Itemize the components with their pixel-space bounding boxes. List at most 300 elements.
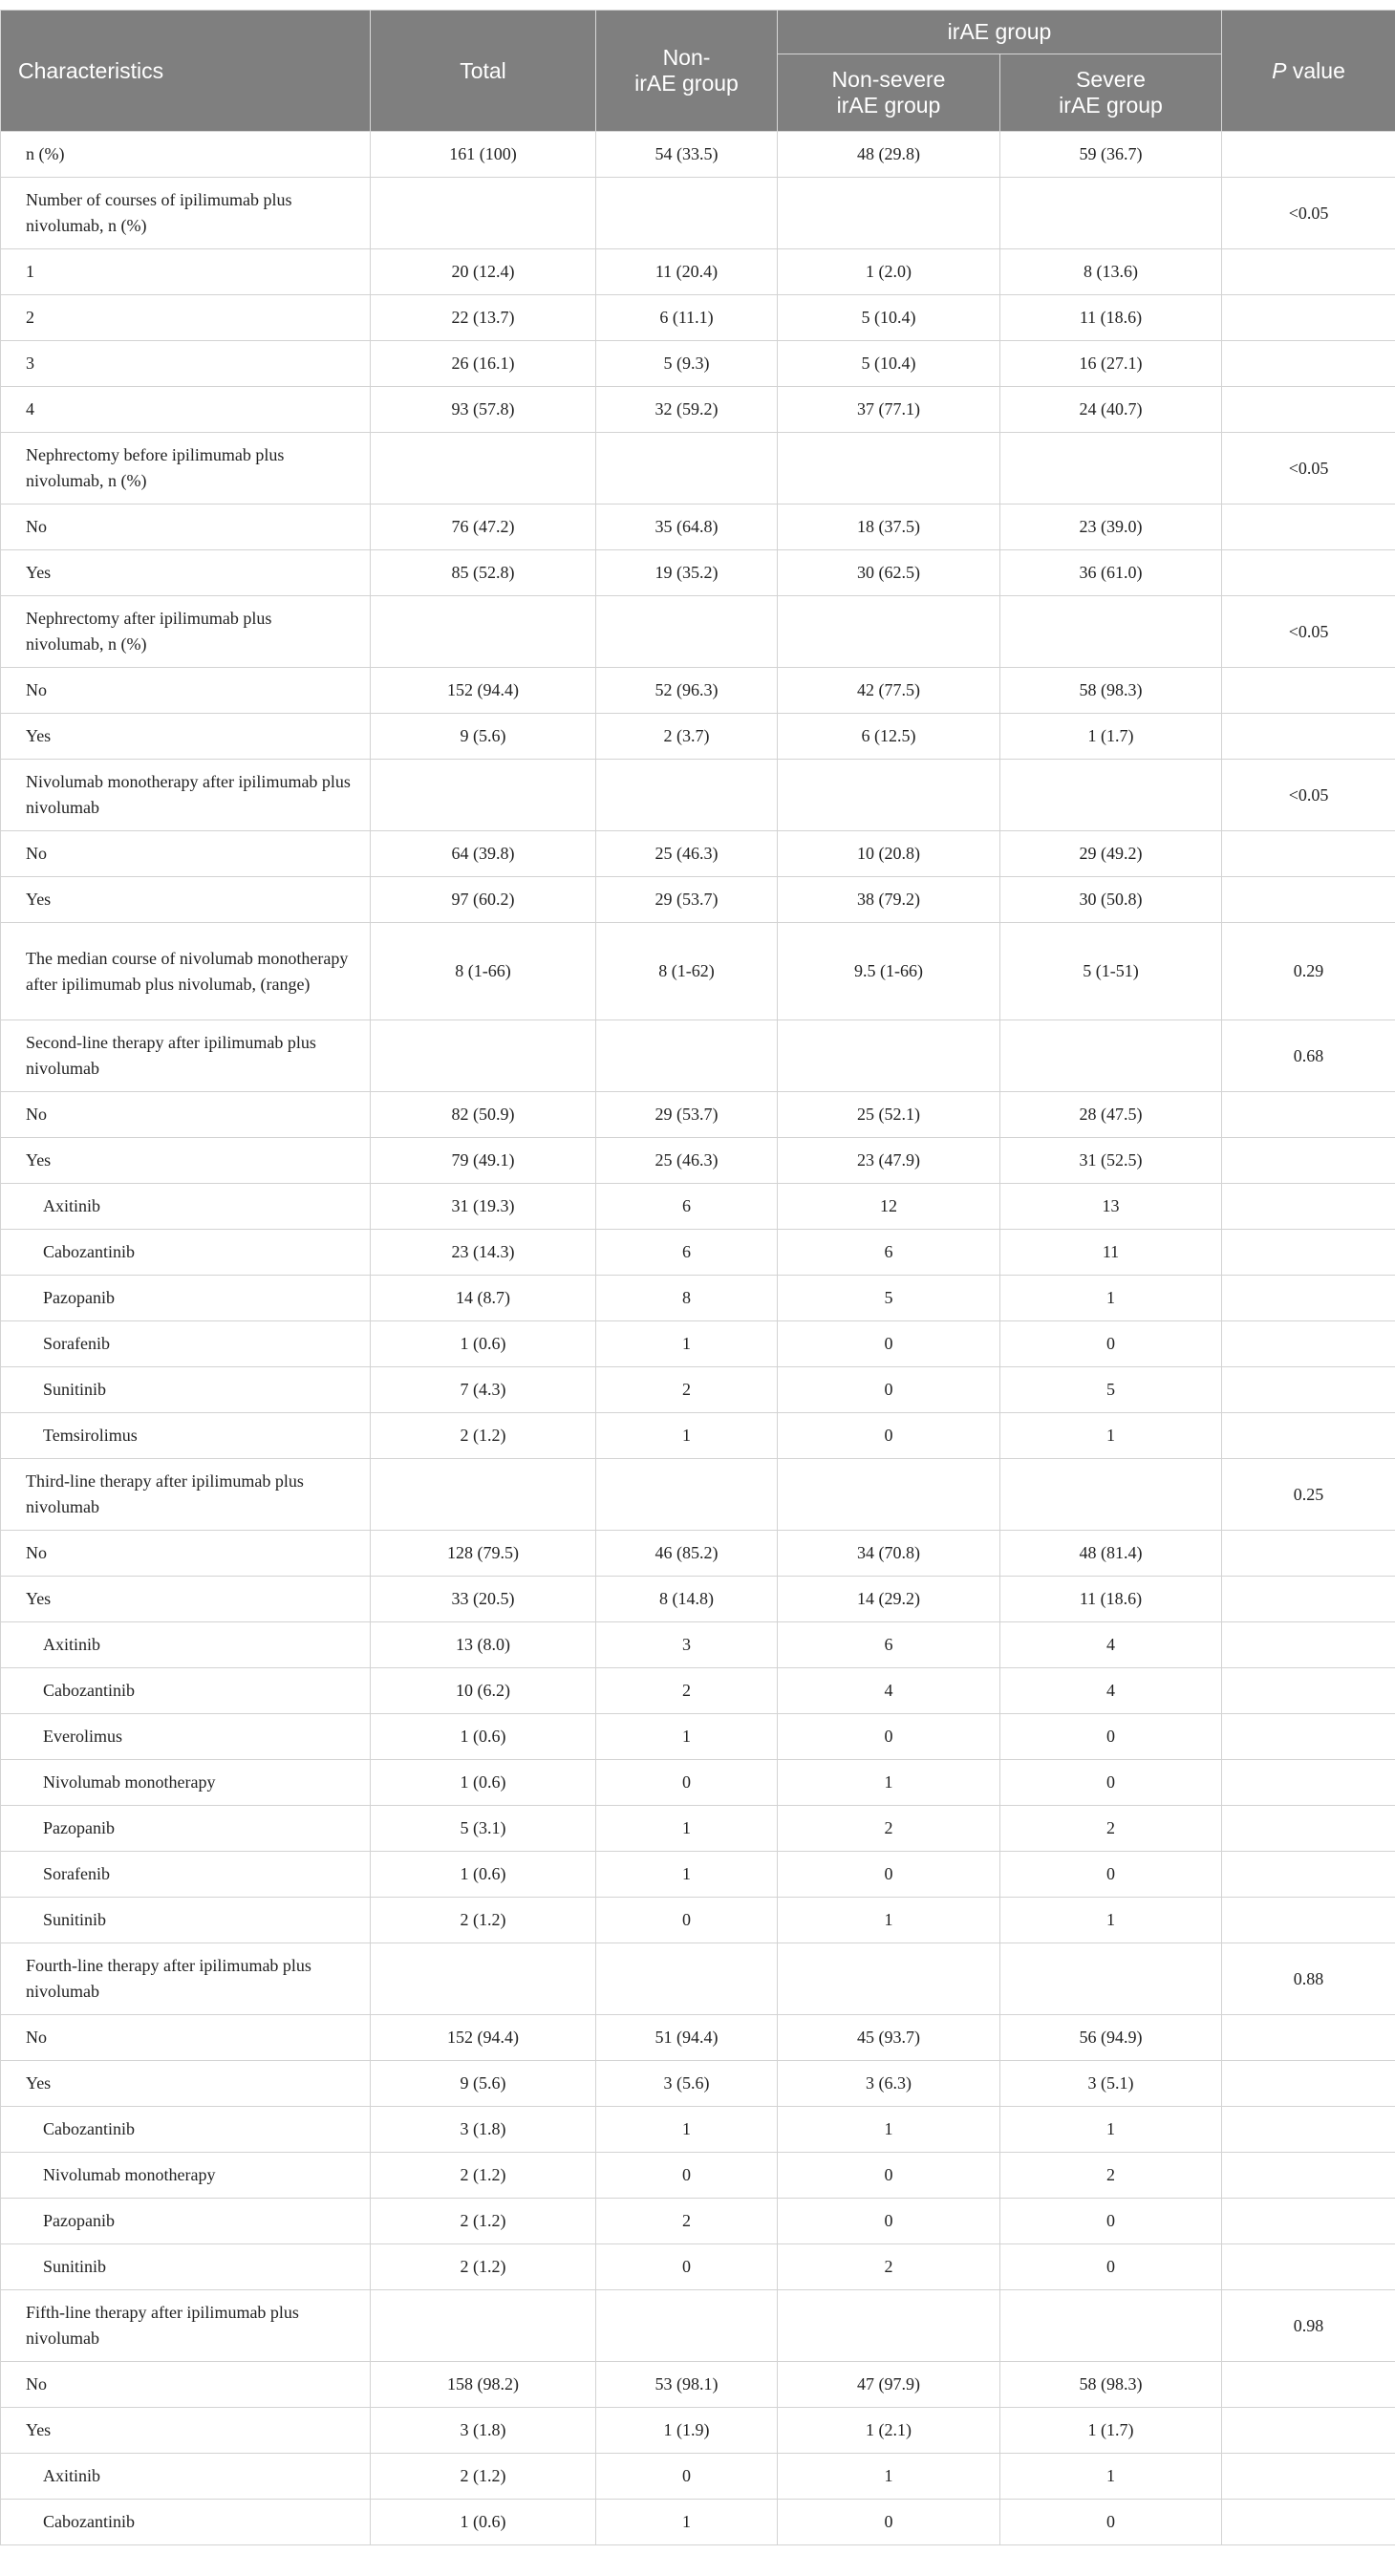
- cell-p-value: [1222, 2061, 1395, 2107]
- cell-label: Number of courses of ipilimumab plus nivolumab, n (%): [1, 178, 371, 249]
- cell-total: 23 (14.3): [371, 1230, 596, 1276]
- header-characteristics: Characteristics: [1, 11, 371, 132]
- cell-severe: 11 (18.6): [1000, 1577, 1222, 1622]
- cell-severe: 1: [1000, 1413, 1222, 1459]
- table-row: [1, 1230, 1395, 1276]
- table-row: [1, 2362, 1395, 2408]
- cell-total: 85 (52.8): [371, 550, 596, 596]
- cell-p-value: [1222, 2408, 1395, 2454]
- cell-p-value: <0.05: [1222, 596, 1395, 668]
- cell-total: [371, 596, 596, 668]
- table-row: [1, 2153, 1395, 2199]
- cell-severe: 36 (61.0): [1000, 550, 1222, 596]
- cell-label: Sunitinib: [1, 2244, 371, 2290]
- cell-non-severe: 38 (79.2): [778, 877, 1000, 923]
- cell-non-irae: 3: [596, 1622, 778, 1668]
- cell-non-irae: [596, 1459, 778, 1531]
- cell-p-value: [1222, 877, 1395, 923]
- cell-non-irae: 1: [596, 1806, 778, 1852]
- table-row: [1, 1367, 1395, 1413]
- cell-severe: 0: [1000, 2244, 1222, 2290]
- header-p-letter: P: [1272, 57, 1287, 83]
- cell-p-value: [1222, 504, 1395, 550]
- cell-total: 31 (19.3): [371, 1184, 596, 1230]
- cell-non-irae: 6: [596, 1230, 778, 1276]
- cell-total: 2 (1.2): [371, 1413, 596, 1459]
- cell-non-irae: 54 (33.5): [596, 132, 778, 178]
- cell-total: [371, 1459, 596, 1531]
- cell-non-severe: 5: [778, 1276, 1000, 1321]
- cell-label: Sorafenib: [1, 1321, 371, 1367]
- table-row: [1, 550, 1395, 596]
- table-row: [1, 1184, 1395, 1230]
- cell-label: Yes: [1, 2408, 371, 2454]
- cell-non-irae: 3 (5.6): [596, 2061, 778, 2107]
- cell-label: Sorafenib: [1, 1852, 371, 1898]
- cell-total: 9 (5.6): [371, 2061, 596, 2107]
- cell-non-irae: 6 (11.1): [596, 295, 778, 341]
- cell-non-irae: 8 (14.8): [596, 1577, 778, 1622]
- cell-non-severe: 0: [778, 2500, 1000, 2545]
- cell-label: Nivolumab monotherapy after ipilimumab plus nivolumab: [1, 760, 371, 831]
- cell-non-irae: 0: [596, 2454, 778, 2500]
- cell-label: Sunitinib: [1, 1367, 371, 1413]
- cell-total: 33 (20.5): [371, 1577, 596, 1622]
- cell-label: Third-line therapy after ipilimumab plus nivolumab: [1, 1459, 371, 1531]
- cell-non-severe: 42 (77.5): [778, 668, 1000, 714]
- cell-non-irae: 35 (64.8): [596, 504, 778, 550]
- cell-non-irae: 1: [596, 2500, 778, 2545]
- table-row: [1, 2290, 1395, 2362]
- cell-non-irae: 46 (85.2): [596, 1531, 778, 1577]
- cell-p-value: [1222, 668, 1395, 714]
- cell-non-severe: 0: [778, 1714, 1000, 1760]
- cell-total: 9 (5.6): [371, 714, 596, 760]
- cell-p-value: 0.68: [1222, 1020, 1395, 1092]
- cell-severe: [1000, 1459, 1222, 1531]
- cell-label: Axitinib: [1, 2454, 371, 2500]
- cell-p-value: [1222, 2244, 1395, 2290]
- table-row: [1, 1138, 1395, 1184]
- cell-p-value: [1222, 1714, 1395, 1760]
- cell-severe: 13: [1000, 1184, 1222, 1230]
- cell-p-value: <0.05: [1222, 760, 1395, 831]
- cell-total: [371, 1020, 596, 1092]
- cell-non-severe: 10 (20.8): [778, 831, 1000, 877]
- cell-non-severe: 30 (62.5): [778, 550, 1000, 596]
- cell-p-value: 0.98: [1222, 2290, 1395, 2362]
- cell-non-irae: 2: [596, 2199, 778, 2244]
- cell-non-irae: 0: [596, 2244, 778, 2290]
- cell-non-severe: [778, 1020, 1000, 1092]
- cell-non-severe: [778, 2290, 1000, 2362]
- cell-total: 10 (6.2): [371, 1668, 596, 1714]
- cell-total: 22 (13.7): [371, 295, 596, 341]
- cell-non-severe: 0: [778, 1321, 1000, 1367]
- cell-p-value: <0.05: [1222, 433, 1395, 504]
- cell-label: Axitinib: [1, 1622, 371, 1668]
- cell-total: 76 (47.2): [371, 504, 596, 550]
- cell-non-severe: 34 (70.8): [778, 1531, 1000, 1577]
- cell-severe: 0: [1000, 1760, 1222, 1806]
- cell-non-irae: 0: [596, 1760, 778, 1806]
- cell-severe: 23 (39.0): [1000, 504, 1222, 550]
- cell-severe: 1 (1.7): [1000, 2408, 1222, 2454]
- cell-total: [371, 178, 596, 249]
- cell-severe: 1: [1000, 2107, 1222, 2153]
- table-row: [1, 504, 1395, 550]
- cell-total: 2 (1.2): [371, 2199, 596, 2244]
- cell-label: No: [1, 2362, 371, 2408]
- cell-severe: 58 (98.3): [1000, 2362, 1222, 2408]
- cell-p-value: [1222, 1092, 1395, 1138]
- header-non-severe-label: Non-severe irAE group: [831, 67, 946, 118]
- cell-severe: 28 (47.5): [1000, 1092, 1222, 1138]
- header-total: Total: [371, 11, 596, 132]
- table-row: [1, 2244, 1395, 2290]
- cell-p-value: [1222, 2199, 1395, 2244]
- cell-total: 128 (79.5): [371, 1531, 596, 1577]
- cell-non-severe: 12: [778, 1184, 1000, 1230]
- cell-label: 1: [1, 249, 371, 295]
- cell-non-irae: [596, 2290, 778, 2362]
- header-irae-group: irAE group: [778, 11, 1222, 54]
- cell-non-irae: 2: [596, 1668, 778, 1714]
- cell-total: 152 (94.4): [371, 2015, 596, 2061]
- cell-severe: 5 (1-51): [1000, 923, 1222, 1020]
- table-row: [1, 341, 1395, 387]
- cell-severe: [1000, 596, 1222, 668]
- cell-total: 158 (98.2): [371, 2362, 596, 2408]
- table-row: [1, 2454, 1395, 2500]
- cell-p-value: [1222, 295, 1395, 341]
- cell-severe: 58 (98.3): [1000, 668, 1222, 714]
- cell-severe: 1: [1000, 1898, 1222, 1943]
- cell-severe: [1000, 2290, 1222, 2362]
- cell-p-value: [1222, 1276, 1395, 1321]
- cell-total: 2 (1.2): [371, 2244, 596, 2290]
- cell-label: Sunitinib: [1, 1898, 371, 1943]
- cell-total: 8 (1-66): [371, 923, 596, 1020]
- table-row: [1, 668, 1395, 714]
- cell-non-severe: 9.5 (1-66): [778, 923, 1000, 1020]
- cell-non-severe: 1: [778, 1760, 1000, 1806]
- table-row: [1, 1898, 1395, 1943]
- table-row: [1, 1806, 1395, 1852]
- cell-p-value: 0.29: [1222, 923, 1395, 1020]
- cell-label: Yes: [1, 714, 371, 760]
- header-severe-label: Severe irAE group: [1059, 67, 1163, 118]
- table-row: [1, 387, 1395, 433]
- cell-total: 3 (1.8): [371, 2107, 596, 2153]
- cell-non-severe: 2: [778, 1806, 1000, 1852]
- cell-severe: [1000, 178, 1222, 249]
- cell-label: Yes: [1, 877, 371, 923]
- cell-non-severe: 1 (2.0): [778, 249, 1000, 295]
- cell-label: The median course of nivolumab monotherapy after ipilimumab plus nivolumab, (range): [1, 923, 371, 1020]
- cell-non-irae: 6: [596, 1184, 778, 1230]
- cell-severe: 24 (40.7): [1000, 387, 1222, 433]
- cell-total: 5 (3.1): [371, 1806, 596, 1852]
- table-row: [1, 1577, 1395, 1622]
- cell-label: 3: [1, 341, 371, 387]
- table-row: [1, 831, 1395, 877]
- table-row: [1, 132, 1395, 178]
- cell-non-severe: 47 (97.9): [778, 2362, 1000, 2408]
- cell-non-severe: 45 (93.7): [778, 2015, 1000, 2061]
- cell-non-severe: 6: [778, 1230, 1000, 1276]
- table-row: [1, 2199, 1395, 2244]
- cell-non-irae: 1 (1.9): [596, 2408, 778, 2454]
- cell-p-value: [1222, 1668, 1395, 1714]
- cell-label: Pazopanib: [1, 2199, 371, 2244]
- table-row: [1, 760, 1395, 831]
- cell-p-value: [1222, 2153, 1395, 2199]
- cell-severe: 0: [1000, 1714, 1222, 1760]
- cell-total: 82 (50.9): [371, 1092, 596, 1138]
- table-row: [1, 1852, 1395, 1898]
- cell-total: 64 (39.8): [371, 831, 596, 877]
- cell-total: 2 (1.2): [371, 2153, 596, 2199]
- cell-total: 97 (60.2): [371, 877, 596, 923]
- cell-label: Cabozantinib: [1, 1668, 371, 1714]
- cell-p-value: [1222, 1138, 1395, 1184]
- header-p-suffix: value: [1286, 57, 1345, 83]
- table-row: [1, 178, 1395, 249]
- table-row: [1, 295, 1395, 341]
- cell-non-irae: 19 (35.2): [596, 550, 778, 596]
- cell-p-value: [1222, 1367, 1395, 1413]
- cell-non-severe: 23 (47.9): [778, 1138, 1000, 1184]
- cell-non-irae: [596, 1020, 778, 1092]
- table-row: [1, 1668, 1395, 1714]
- header-p-value: [1222, 11, 1395, 132]
- cell-severe: 1: [1000, 2454, 1222, 2500]
- cell-severe: [1000, 433, 1222, 504]
- cell-non-irae: 5 (9.3): [596, 341, 778, 387]
- cell-non-severe: 1 (2.1): [778, 2408, 1000, 2454]
- table-body: [1, 132, 1395, 2545]
- cell-non-severe: 5 (10.4): [778, 295, 1000, 341]
- cell-non-severe: 0: [778, 2153, 1000, 2199]
- cell-total: [371, 433, 596, 504]
- cell-non-irae: 8 (1-62): [596, 923, 778, 1020]
- cell-label: No: [1, 668, 371, 714]
- table-row: [1, 1714, 1395, 1760]
- table-row: [1, 2500, 1395, 2545]
- cell-non-irae: 53 (98.1): [596, 2362, 778, 2408]
- table-row: [1, 1622, 1395, 1668]
- cell-total: 26 (16.1): [371, 341, 596, 387]
- cell-non-irae: 0: [596, 1898, 778, 1943]
- cell-severe: 30 (50.8): [1000, 877, 1222, 923]
- cell-non-irae: [596, 760, 778, 831]
- cell-non-irae: 51 (94.4): [596, 2015, 778, 2061]
- cell-label: Cabozantinib: [1, 1230, 371, 1276]
- cell-p-value: [1222, 387, 1395, 433]
- header-severe-irae-group: [1000, 54, 1222, 132]
- cell-severe: 11 (18.6): [1000, 295, 1222, 341]
- cell-label: Cabozantinib: [1, 2500, 371, 2545]
- table-row: [1, 1321, 1395, 1367]
- cell-label: No: [1, 1092, 371, 1138]
- table-row: [1, 2015, 1395, 2061]
- cell-p-value: [1222, 1852, 1395, 1898]
- cell-non-severe: 25 (52.1): [778, 1092, 1000, 1138]
- cell-total: [371, 1943, 596, 2015]
- cell-total: 14 (8.7): [371, 1276, 596, 1321]
- cell-p-value: [1222, 831, 1395, 877]
- cell-total: 152 (94.4): [371, 668, 596, 714]
- cell-p-value: [1222, 1531, 1395, 1577]
- cell-non-irae: 25 (46.3): [596, 831, 778, 877]
- cell-p-value: [1222, 2454, 1395, 2500]
- cell-p-value: [1222, 1898, 1395, 1943]
- cell-label: Temsirolimus: [1, 1413, 371, 1459]
- cell-total: 3 (1.8): [371, 2408, 596, 2454]
- cell-non-irae: 52 (96.3): [596, 668, 778, 714]
- cell-p-value: [1222, 1413, 1395, 1459]
- cell-total: 13 (8.0): [371, 1622, 596, 1668]
- cell-non-irae: 0: [596, 2153, 778, 2199]
- cell-non-irae: 32 (59.2): [596, 387, 778, 433]
- cell-label: 2: [1, 295, 371, 341]
- table-row: [1, 2107, 1395, 2153]
- cell-total: 1 (0.6): [371, 1852, 596, 1898]
- cell-severe: 11: [1000, 1230, 1222, 1276]
- cell-label: n (%): [1, 132, 371, 178]
- cell-severe: 0: [1000, 1852, 1222, 1898]
- cell-non-severe: [778, 596, 1000, 668]
- cell-severe: 0: [1000, 2199, 1222, 2244]
- table-row: [1, 1276, 1395, 1321]
- cell-non-severe: 0: [778, 1413, 1000, 1459]
- cell-non-irae: 25 (46.3): [596, 1138, 778, 1184]
- cell-severe: 56 (94.9): [1000, 2015, 1222, 2061]
- table-row: [1, 714, 1395, 760]
- cell-label: Yes: [1, 1138, 371, 1184]
- cell-p-value: [1222, 714, 1395, 760]
- cell-p-value: [1222, 341, 1395, 387]
- cell-total: 20 (12.4): [371, 249, 596, 295]
- cell-non-severe: [778, 1943, 1000, 2015]
- cell-non-irae: [596, 178, 778, 249]
- cell-non-severe: 6 (12.5): [778, 714, 1000, 760]
- cell-label: Second-line therapy after ipilimumab plus nivolumab: [1, 1020, 371, 1092]
- cell-severe: 48 (81.4): [1000, 1531, 1222, 1577]
- cell-severe: 1 (1.7): [1000, 714, 1222, 760]
- cell-non-irae: 11 (20.4): [596, 249, 778, 295]
- cell-p-value: [1222, 1622, 1395, 1668]
- table-row: [1, 1760, 1395, 1806]
- cell-label: Nephrectomy after ipilimumab plus nivolumab, n (%): [1, 596, 371, 668]
- cell-label: Pazopanib: [1, 1276, 371, 1321]
- cell-label: Cabozantinib: [1, 2107, 371, 2153]
- cell-total: 161 (100): [371, 132, 596, 178]
- cell-non-irae: 1: [596, 1413, 778, 1459]
- cell-p-value: [1222, 1230, 1395, 1276]
- cell-severe: 8 (13.6): [1000, 249, 1222, 295]
- cell-non-severe: 0: [778, 2199, 1000, 2244]
- cell-non-severe: 1: [778, 1898, 1000, 1943]
- cell-label: Nivolumab monotherapy: [1, 2153, 371, 2199]
- cell-p-value: [1222, 1321, 1395, 1367]
- cell-severe: [1000, 1943, 1222, 2015]
- table-row: [1, 1943, 1395, 2015]
- table-row: [1, 1020, 1395, 1092]
- cell-label: Nivolumab monotherapy: [1, 1760, 371, 1806]
- cell-p-value: <0.05: [1222, 178, 1395, 249]
- cell-p-value: [1222, 2015, 1395, 2061]
- table-row: [1, 596, 1395, 668]
- cell-non-irae: 8: [596, 1276, 778, 1321]
- table-row: [1, 2061, 1395, 2107]
- cell-non-severe: 1: [778, 2107, 1000, 2153]
- cell-total: 2 (1.2): [371, 2454, 596, 2500]
- cell-total: 1 (0.6): [371, 2500, 596, 2545]
- cell-non-irae: 1: [596, 1714, 778, 1760]
- cell-p-value: [1222, 2107, 1395, 2153]
- cell-severe: 4: [1000, 1622, 1222, 1668]
- cell-total: 1 (0.6): [371, 1321, 596, 1367]
- cell-severe: 16 (27.1): [1000, 341, 1222, 387]
- table-row: [1, 1092, 1395, 1138]
- cell-p-value: [1222, 2500, 1395, 2545]
- cell-severe: 4: [1000, 1668, 1222, 1714]
- header-non-severe-irae-group: [778, 54, 1000, 132]
- cell-non-severe: 14 (29.2): [778, 1577, 1000, 1622]
- cell-non-irae: 1: [596, 1321, 778, 1367]
- cell-label: Yes: [1, 2061, 371, 2107]
- cell-severe: 31 (52.5): [1000, 1138, 1222, 1184]
- table-row: [1, 1459, 1395, 1531]
- cell-p-value: [1222, 1806, 1395, 1852]
- cell-severe: 2: [1000, 1806, 1222, 1852]
- cell-total: 1 (0.6): [371, 1760, 596, 1806]
- cell-severe: [1000, 760, 1222, 831]
- table-row: [1, 923, 1395, 1020]
- table-row: [1, 1531, 1395, 1577]
- cell-severe: 3 (5.1): [1000, 2061, 1222, 2107]
- cell-non-irae: 29 (53.7): [596, 877, 778, 923]
- cell-total: [371, 2290, 596, 2362]
- cell-non-severe: 48 (29.8): [778, 132, 1000, 178]
- cell-severe: 1: [1000, 1276, 1222, 1321]
- cell-label: No: [1, 831, 371, 877]
- cell-non-irae: [596, 596, 778, 668]
- header-non-irae-group-label: Non- irAE group: [634, 45, 739, 96]
- cell-severe: [1000, 1020, 1222, 1092]
- cell-p-value: 0.25: [1222, 1459, 1395, 1531]
- cell-non-severe: 2: [778, 2244, 1000, 2290]
- cell-label: No: [1, 2015, 371, 2061]
- cell-label: Fourth-line therapy after ipilimumab plus nivolumab: [1, 1943, 371, 2015]
- cell-label: No: [1, 504, 371, 550]
- cell-non-severe: [778, 178, 1000, 249]
- cell-non-severe: 18 (37.5): [778, 504, 1000, 550]
- cell-severe: 0: [1000, 2500, 1222, 2545]
- cell-p-value: [1222, 1184, 1395, 1230]
- table-row: [1, 249, 1395, 295]
- cell-p-value: [1222, 2362, 1395, 2408]
- cell-non-irae: 29 (53.7): [596, 1092, 778, 1138]
- cell-label: Everolimus: [1, 1714, 371, 1760]
- cell-p-value: [1222, 132, 1395, 178]
- cell-label: Yes: [1, 550, 371, 596]
- cell-non-irae: 2 (3.7): [596, 714, 778, 760]
- cell-label: 4: [1, 387, 371, 433]
- cell-total: 2 (1.2): [371, 1898, 596, 1943]
